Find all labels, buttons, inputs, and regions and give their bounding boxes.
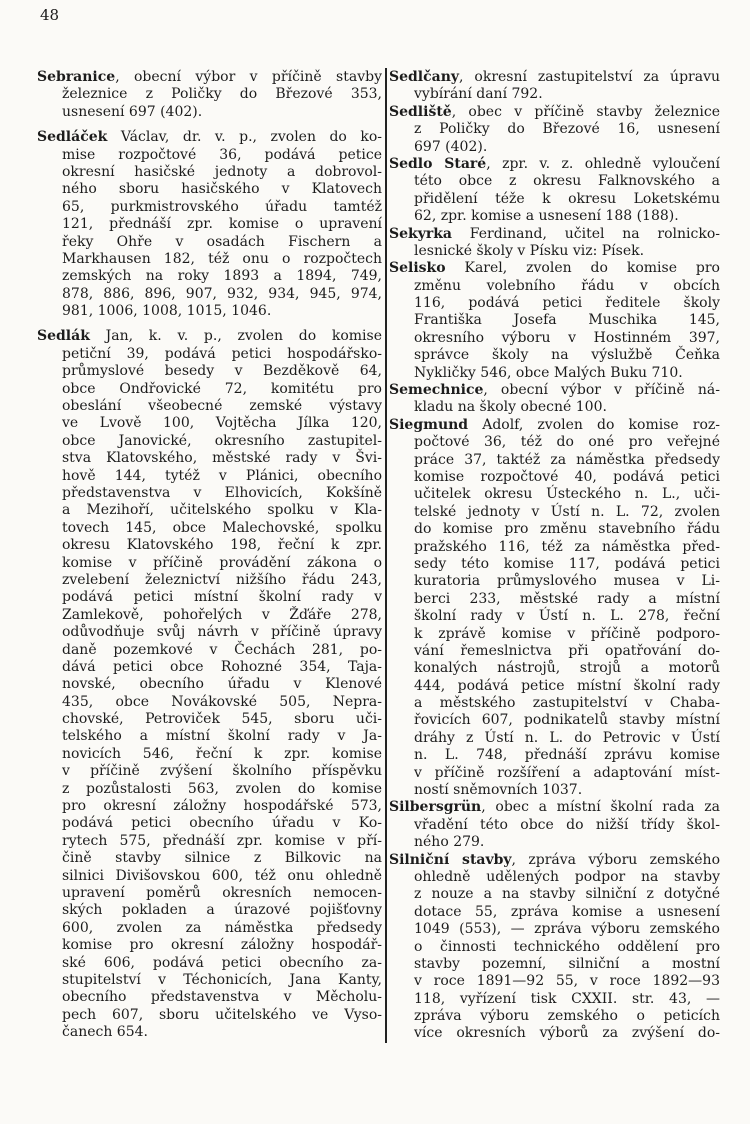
entry-line: [389, 852, 720, 869]
entry-line: vybírání daní 792.: [414, 86, 543, 103]
entry-line: tovech 145, obce Malechovské, spolku: [62, 519, 382, 536]
entry-text: Karel, zvolen do komise pro: [445, 260, 720, 277]
entry-line: [389, 417, 720, 434]
index-entry: [37, 129, 382, 320]
index-entry: [389, 226, 720, 261]
entry-line: novské, obecního úřadu v Klenové: [62, 676, 382, 693]
entry-line: více okresních výborů za zvýšení do-: [414, 1025, 720, 1042]
entry-line: učitelek okresu Ústeckého n. L., uči-: [414, 486, 720, 503]
entry-line: obce Janovické, okresního zastupitel-: [62, 432, 382, 449]
index-entry: [389, 852, 720, 1043]
entry-line: rytech 575, přednáší zpr. komise v pří-: [62, 832, 382, 849]
entry-line: [389, 156, 720, 173]
entry-line: chovské, Petroviček 545, sboru uči-: [62, 711, 382, 728]
entry-headword: Sedlák: [37, 328, 90, 345]
entry-line: o činnosti technického oddělení pro: [414, 938, 720, 955]
entry-line: usnesení 697 (402).: [62, 103, 203, 120]
entry-line: [389, 226, 720, 243]
entry-line: práce 37, taktéž za náměstka předsedy: [414, 451, 720, 468]
entry-line: ohledně udělených podpor na stavby: [414, 868, 720, 885]
entry-headword: Sedliště: [389, 103, 452, 120]
entry-text: , okresní zastupitelství za úpravu: [459, 69, 720, 85]
index-entry: [389, 156, 720, 226]
entry-line: změnu volebního řádu v obcích: [414, 277, 720, 294]
entry-text: Ferdinand, učitel na rolnicko-: [452, 225, 720, 242]
column-divider: [385, 68, 387, 1043]
entry-text: Václav, dr. v. p., zvolen do ko-: [107, 129, 382, 146]
entry-line: obce Ondřovické 72, komitétu pro: [62, 380, 382, 397]
entry-line: pech 607, sboru učitelského ve Vyso-: [62, 1006, 382, 1023]
entry-line: [37, 129, 382, 146]
entry-line: stupitelství v Téchonicích, Jana Kanty,: [62, 971, 382, 988]
entry-line: komise pro okresní záložny hospodář-: [62, 937, 382, 954]
entry-headword: Sebranice: [37, 69, 116, 85]
entry-line: průmyslové besedy v Bezděkově 64,: [62, 363, 382, 380]
entry-line: 62, zpr. komise a usnesení 188 (188).: [414, 208, 679, 225]
entry-line: Markhausen 182, též onu o rozpočtech: [62, 250, 382, 267]
entry-line: [389, 260, 720, 277]
entry-line: k zprávě komise v příčině podporo-: [414, 625, 720, 642]
entry-line: kuratoria průmyslového musea v Li-: [414, 573, 720, 590]
entry-text: , obecní výbor v příčině stavby: [115, 69, 382, 85]
entry-line: pražského 116, též za náměstka před-: [414, 538, 720, 555]
entry-line: školní rady v Ústí n. L. 278, řeční: [414, 608, 720, 625]
entry-line: stva Klatovského, městské rady v Švi-: [62, 450, 382, 467]
entry-line: 878, 886, 896, 907, 932, 934, 945, 974,: [62, 285, 382, 302]
entry-line: z pozůstalosti 563, zvolen do komise: [62, 780, 382, 797]
entry-line: [389, 799, 720, 816]
entry-line: dotace 55, zpráva komise a usnesení: [414, 903, 720, 920]
entry-line: hově 144, tytéž v Plánici, obecního: [62, 467, 382, 484]
entry-headword: Sedlčany: [389, 69, 460, 85]
entry-line: čanech 654.: [62, 1024, 148, 1041]
entry-text: , obec v příčině stavby železnice: [451, 103, 720, 120]
entry-line: Františka Josefa Muschika 145,: [414, 312, 720, 329]
entry-line: 121, přednáší zpr. komise o upravení: [62, 216, 382, 233]
entry-line: pro okresní záložny hospodářské 573,: [62, 798, 382, 815]
entry-line: v příčině rozšíření a adaptování míst-: [414, 764, 720, 781]
entry-line: okresní hasičské jednoty a dobrovol-: [62, 163, 382, 180]
entry-line: 1049 (553), — zpráva výboru zemského: [414, 921, 720, 938]
entry-line: kladu na školy obecné 100.: [414, 399, 607, 416]
entry-line: vání řemeslnictva při opatřování do-: [414, 642, 720, 659]
entry-line: řovicích 607, podnikatelů stavby místní: [414, 712, 720, 729]
entry-line: berci 233, městské rady a místní: [414, 590, 720, 607]
entry-line: a Mezihoří, učitelského spolku v Kla-: [62, 502, 382, 519]
entry-line: dává petici obce Rohozné 354, Taja-: [62, 658, 382, 675]
entry-line: ské 606, podává petici obecního za-: [62, 954, 382, 971]
entry-line: [389, 104, 720, 121]
entry-text: , obecní výbor v příčině ná-: [483, 382, 720, 399]
entry-line: konalých nástrojů, strojů a motorů: [414, 660, 720, 677]
index-entry: [389, 417, 720, 800]
entry-line: podává petici místní školní rady v: [62, 589, 382, 606]
entry-line: telského a místní školní rady v Ja-: [62, 728, 382, 745]
index-entry: [389, 260, 720, 382]
entry-line: okresu Klatovského 198, řeční k zpr.: [62, 537, 382, 554]
entry-headword: Sedlo Staré: [389, 155, 487, 172]
entry-headword: Semechnice: [389, 382, 484, 399]
page-number: 48: [40, 6, 60, 24]
entry-headword: Silbersgrün: [389, 799, 482, 816]
entry-line: mise rozpočtové 36, podává petice: [62, 146, 382, 163]
entry-line: vřadění této obce do nižší třídy škol-: [414, 816, 720, 833]
entry-headword: Silniční stavby: [389, 851, 512, 868]
entry-text: , zpr. v. z. ohledně vyloučení: [486, 155, 720, 172]
entry-line: 435, obce Novákovské 505, Nepra-: [62, 693, 382, 710]
entry-line: z nouze a na stavby silniční z dotyčné: [414, 886, 720, 903]
entry-line: n. L. 748, přednáší zprávu komise: [414, 747, 720, 764]
entry-line: ného 279.: [414, 834, 485, 851]
entry-line: přidělení téže k okresu Loketskému: [414, 190, 720, 207]
entry-line: telské jednoty v Ústí n. L. 72, zvolen: [414, 503, 720, 520]
entry-line: z Poličky do Březové 16, usnesení: [414, 121, 720, 138]
entry-headword: Selisko: [389, 260, 446, 277]
entry-line: podává petici obecního úřadu v Ko-: [62, 815, 382, 832]
entry-line: řeky Ohře v osadách Fischern a: [62, 233, 382, 250]
entry-line: odůvodňuje svůj návrh v příčině úpravy: [62, 624, 382, 641]
entry-line: 65, purkmistrovského úřadu tamtéž: [62, 198, 382, 215]
entry-line: obecního představenstva v Měcholu-: [62, 989, 382, 1006]
entry-line: dráhy z Ústí n. L. do Petrovic v Ústí: [414, 729, 720, 746]
entry-line: 981, 1006, 1008, 1015, 1046.: [62, 303, 272, 320]
entry-line: ného sboru hasičského v Klatovech: [62, 181, 382, 198]
entry-headword: Siegmund: [389, 416, 469, 433]
entry-line: okresního výboru v Hostinném 397,: [414, 329, 720, 346]
entry-headword: Sedláček: [37, 129, 108, 146]
entry-line: představenstva v Elhovicích, Kokšíně: [62, 484, 382, 501]
entry-text: Adolf, zvolen do komise roz-: [468, 416, 720, 433]
entry-line: počtové 36, též do oné pro veřejné: [414, 434, 720, 451]
entry-line: 116, podává petici ředitele školy: [414, 295, 720, 312]
entry-headword: Sekyrka: [389, 225, 452, 242]
entry-line: [37, 328, 382, 345]
entry-line: ských pokladen a úrazové pojišťovny: [62, 902, 382, 919]
entry-line: 118, vyřízení tisk CXXII. str. 43, —: [414, 990, 720, 1007]
entry-line: upravení poměrů okresních nemocen-: [62, 884, 382, 901]
entry-line: 697 (402).: [414, 138, 488, 155]
entry-line: Zamlekově, pohořelých v Žďáře 278,: [62, 606, 382, 623]
entry-line: [37, 69, 382, 86]
entry-line: komise rozpočtové 40, podává petici: [414, 468, 720, 485]
entry-line: zemských na roky 1893 a 1894, 749,: [62, 268, 382, 285]
entry-line: daně pozemkové v Čechách 281, po-: [62, 641, 382, 658]
entry-line: do komise pro změnu stavebního řádu: [414, 521, 720, 538]
entry-line: komise v příčině provádění zákona o: [62, 554, 382, 571]
entry-line: železnice z Poličky do Březové 353,: [62, 86, 382, 103]
entry-line: silnici Divišovskou 600, též onu ohledně: [62, 867, 382, 884]
entry-line: novicích 546, řeční k zpr. komise: [62, 745, 382, 762]
index-entry: [389, 799, 720, 851]
index-entry: [389, 104, 720, 156]
entry-line: ve Lvově 100, Vojtěcha Jílka 120,: [62, 415, 382, 432]
entry-text: Jan, k. v. p., zvolen do komise: [89, 328, 382, 345]
entry-line: zvelebení železnictví nižšího řádu 243,: [62, 571, 382, 588]
entry-line: petiční 39, podává petici hospodářsko-: [62, 345, 382, 362]
entry-line: [389, 69, 720, 86]
entry-line: čině stavby silnice z Bilkovic na: [62, 850, 382, 867]
entry-line: ností sněmovních 1037.: [414, 782, 583, 799]
entry-line: v příčině zvýšení školního příspěvku: [62, 763, 382, 780]
entry-line: správce školy na výslužbě Čeňka: [414, 347, 720, 364]
entry-line: stavby pozemní, silniční a mostní: [414, 955, 720, 972]
entry-line: [389, 382, 720, 399]
entry-line: a městského zastupitelství v Chaba-: [414, 695, 720, 712]
index-entry: [389, 382, 720, 417]
entry-line: obeslání všeobecné zemské výstavy: [62, 398, 382, 415]
left-column: [37, 69, 382, 1049]
right-column: [389, 69, 720, 1043]
index-entry: [37, 328, 382, 1041]
index-entry: [389, 69, 720, 104]
entry-line: 600, zvolen za náměstka předsedy: [62, 919, 382, 936]
entry-line: 444, podává petice místní školní rady: [414, 677, 720, 694]
entry-line: Nykličky 546, obce Malých Buku 710.: [414, 364, 683, 381]
entry-line: zpráva výboru zemského o peticích: [414, 1008, 720, 1025]
index-entry: [37, 69, 382, 121]
entry-line: v roce 1891—92 55, v roce 1892—93: [414, 973, 720, 990]
entry-line: této obce z okresu Falknovského a: [414, 173, 720, 190]
entry-line: sedy této komise 117, podává petici: [414, 555, 720, 572]
entry-text: , zpráva výboru zemského: [511, 851, 720, 868]
entry-line: lesnické školy v Písku viz: Písek.: [414, 242, 645, 259]
entry-text: , obec a místní školní rada za: [481, 799, 720, 816]
